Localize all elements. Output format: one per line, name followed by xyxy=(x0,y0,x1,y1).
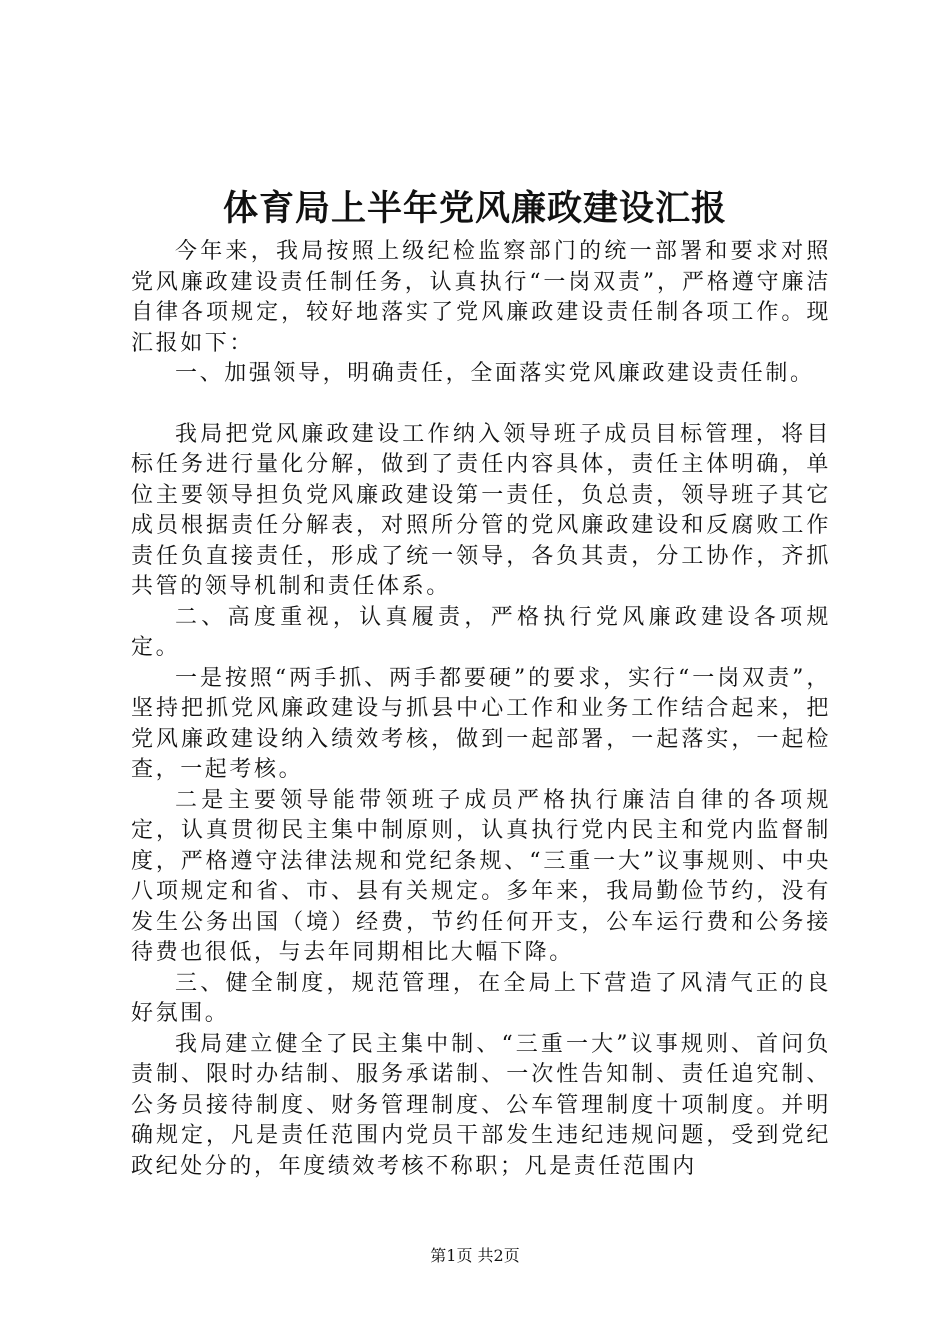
document-title: 体育局上半年党风廉政建设汇报 xyxy=(222,188,727,229)
section-heading-3: 三、健全制度，规范管理，在全局上下营造了风清气正的良好氛围。 xyxy=(131,970,831,1026)
paragraph-section-1: 我局把党风廉政建设工作纳入领导班子成员目标管理，将目标任务进行量化分解，做到了责任内容具体，责任主体明确，单位主要领导担负党风廉政建设第一责任，负总责，领导班子其它成员根据责任分解表，对照所分管的党风廉政建设和反腐败工作责任负直接责任，形成了统一领导，各负其责，分工协作，齐抓共管的领导机制和责任体系。 xyxy=(131,421,831,599)
section-heading-2: 二、高度重视，认真履责，严格执行党风廉政建设各项规定。 xyxy=(131,604,831,660)
section-heading-1: 一、加强领导，明确责任，全面落实党风廉政建设责任制。 xyxy=(175,361,815,386)
document-body xyxy=(131,237,831,1182)
paragraph-item-1: 一是按照“两手抓、两手都要硬”的要求，实行“一岗双责”，坚持把抓党风廉政建设与抓县中心工作和业务工作结合起来，把党风廉政建设纳入绩效考核，做到一起部署，一起落实，一起检查，一起考核。 xyxy=(131,665,831,782)
paragraph-section-3: 我局建立健全了民主集中制、“三重一大”议事规则、首问负责制、限时办结制、服务承诺制、一次性告知制、责任追究制、公务员接待制度、财务管理制度、公车管理制度十项制度。并明确规定，凡是责任范围内党员干部发生违纪违规问题，受到党纪政纪处分的，年度绩效考核不称职；凡是责任范围内 xyxy=(131,1031,831,1179)
paragraph-item-2: 二是主要领导能带领班子成员严格执行廉洁自律的各项规定，认真贯彻民主集中制原则，认真执行党内民主和党内监督制度，严格遵守法律法规和党纪条规、“三重一大”议事规则、中央八项规定和省、市、县有关规定。多年来，我局勤俭节约，没有发生公务出国（境）经费，节约任何开支，公车运行费和公务接待费也很低，与去年同期相比大幅下降。 xyxy=(131,787,831,965)
page-footer: 第1页 共2页 xyxy=(430,1246,520,1265)
paragraph-intro: 今年来，我局按照上级纪检监察部门的统一部署和要求对照党风廉政建设责任制任务，认真执行“一岗双责”，严格遵守廉洁自律各项规定，较好地落实了党风廉政建设责任制各项工作。现汇报如下： xyxy=(131,239,831,356)
